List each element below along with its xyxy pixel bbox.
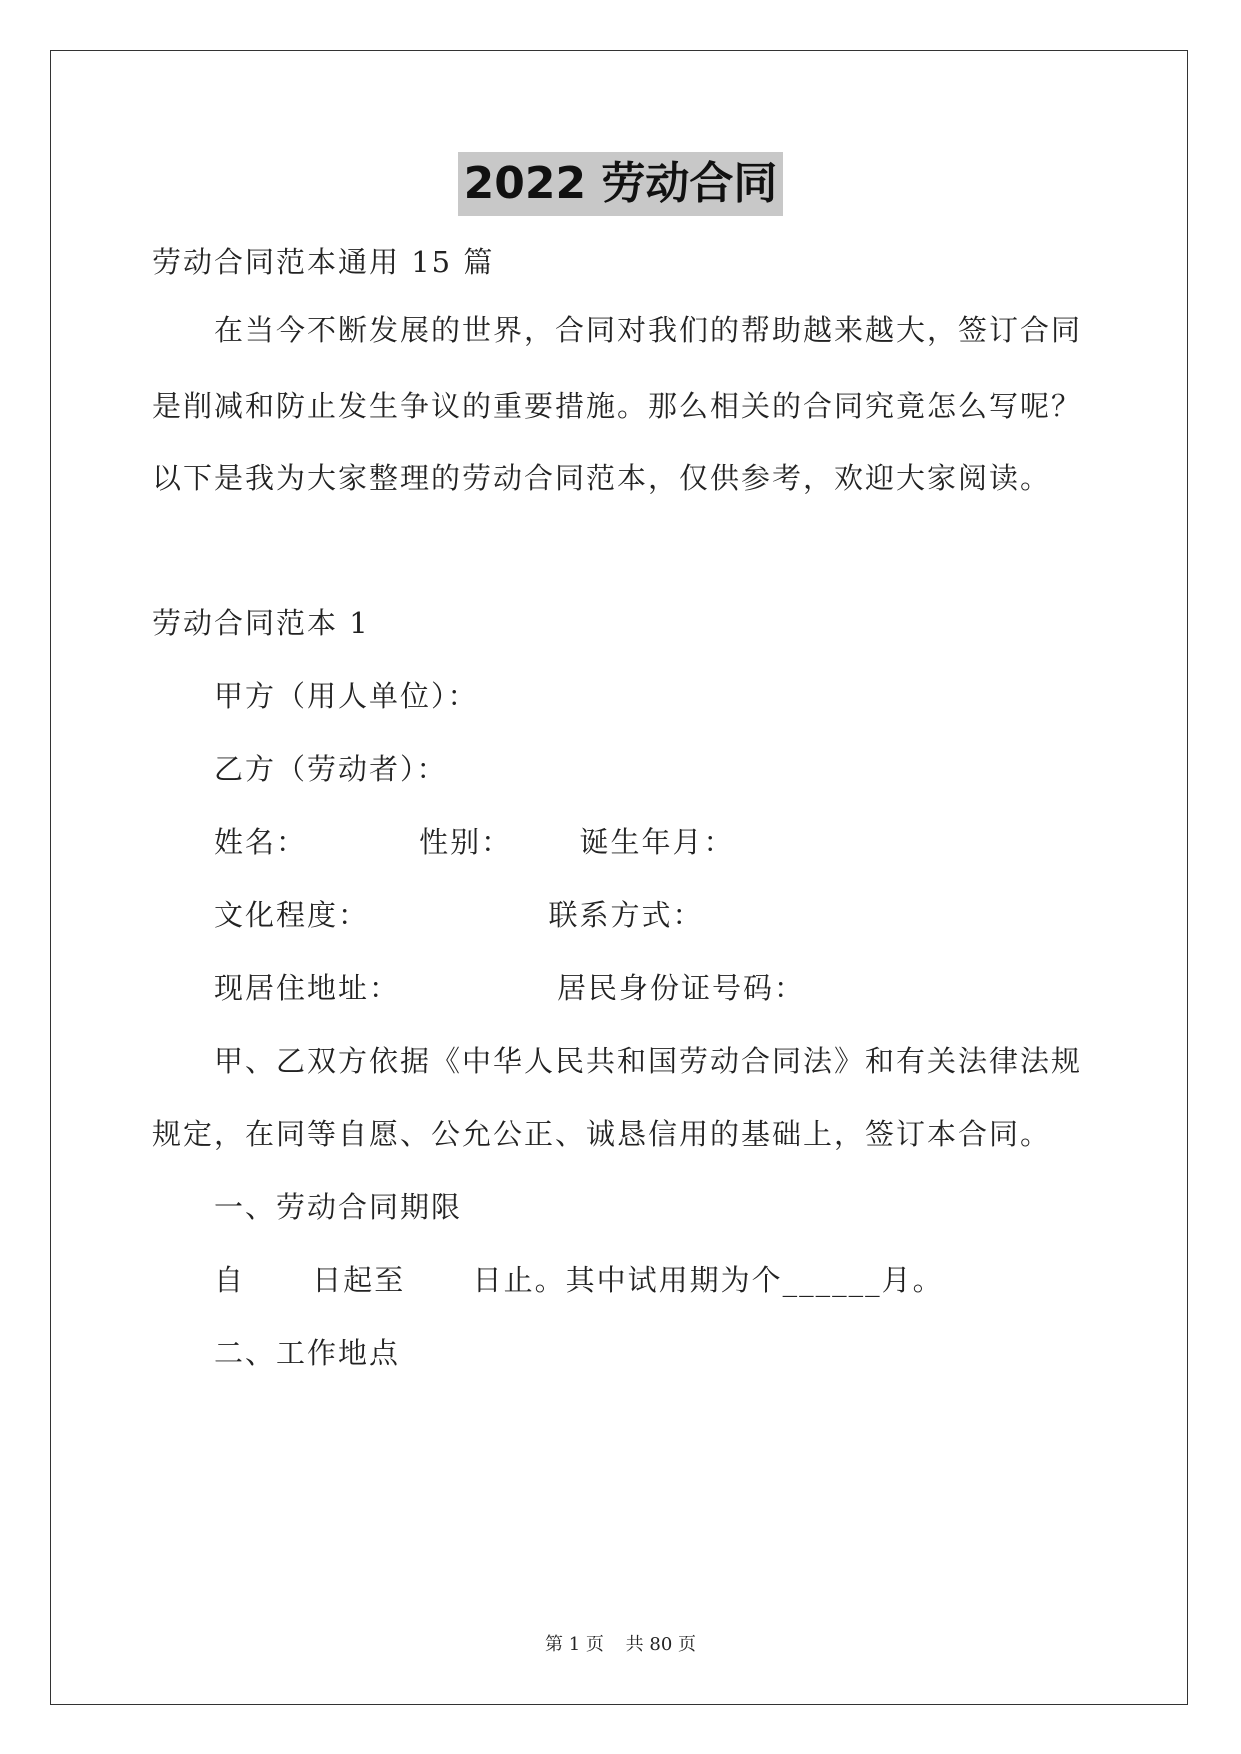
form-line-personal-info: 姓名： 性别： 诞生年月： — [214, 825, 735, 859]
subtitle-line: 劳动合同范本通用 15 篇 — [152, 245, 495, 279]
page-number: 第 1 页 — [545, 1634, 604, 1655]
page-border — [50, 50, 1188, 1705]
title-container — [0, 152, 1241, 216]
paragraph-line: 规定，在同等自愿、公允公正、诚恳信用的基础上，签订本合同。 — [152, 1117, 1052, 1151]
page-total: 共 80 页 — [625, 1634, 696, 1655]
form-line-address-id: 现居住地址： 居民身份证号码： — [214, 971, 806, 1005]
clause-line: 自 日起至 日止。其中试用期为个______月。 — [214, 1263, 944, 1297]
page-footer — [0, 1630, 1241, 1656]
paragraph-line: 以下是我为大家整理的劳动合同范本，仅供参考，欢迎大家阅读。 — [152, 461, 1052, 495]
paragraph-line: 在当今不断发展的世界，合同对我们的帮助越来越大，签订合同 — [214, 313, 1083, 347]
form-line-party-a: 甲方（用人单位）： — [214, 679, 479, 713]
clause-heading: 一、劳动合同期限 — [214, 1190, 463, 1224]
section-heading: 劳动合同范本 1 — [152, 606, 370, 640]
paragraph-line: 是削减和防止发生争议的重要措施。那么相关的合同究竟怎么写呢？ — [152, 389, 1083, 423]
clause-heading: 二、工作地点 — [214, 1336, 401, 1370]
form-line-party-b: 乙方（劳动者）： — [214, 752, 448, 786]
document-title: 2022 劳动合同 — [458, 152, 784, 216]
form-line-education-contact: 文化程度： 联系方式： — [214, 898, 704, 932]
paragraph-line: 甲、乙双方依据《中华人民共和国劳动合同法》和有关法律法规 — [214, 1044, 1083, 1078]
